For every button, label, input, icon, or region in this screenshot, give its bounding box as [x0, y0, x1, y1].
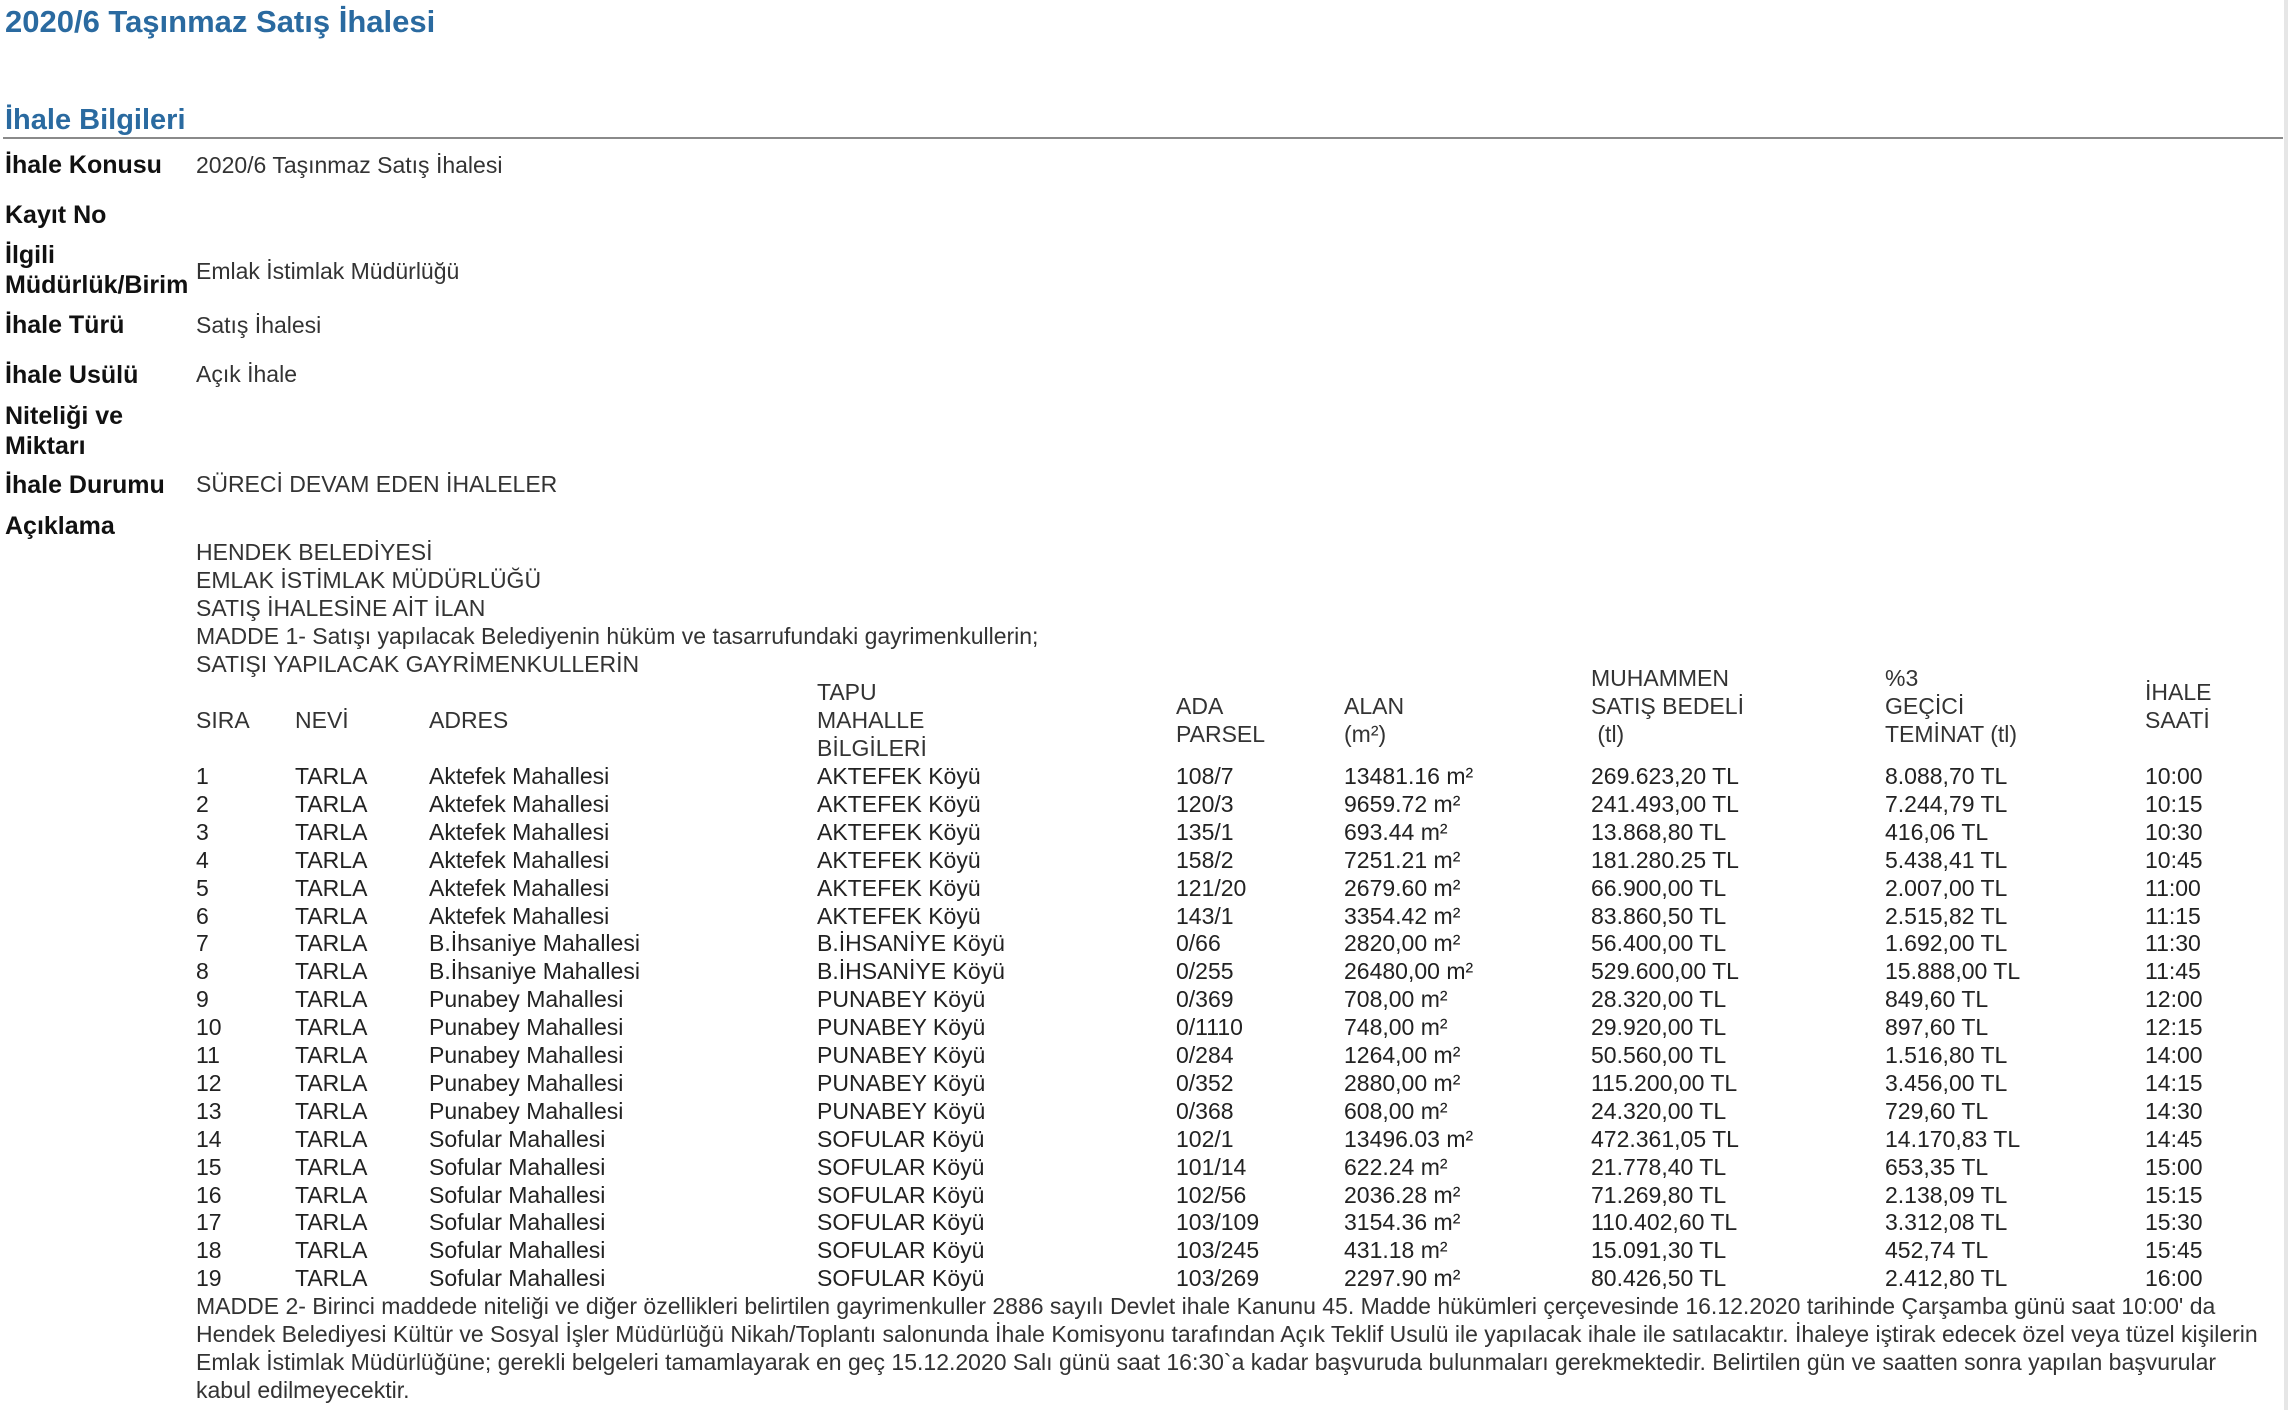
cell-bedel: 269.623,20 TL — [1591, 763, 1739, 789]
cell-adres: Sofular Mahallesi — [429, 1209, 606, 1236]
cell-nevi: TARLA — [295, 1209, 368, 1236]
cell-adres: Sofular Mahallesi — [429, 1125, 606, 1152]
table-row — [0, 1041, 2288, 1069]
cell-teminat: 849,60 TL — [1885, 986, 1989, 1013]
cell-saat: 11:30 — [2145, 930, 2201, 957]
cell-tapu: SOFULAR Köyü — [817, 1153, 985, 1180]
cell-saat: 10:45 — [2145, 846, 2203, 873]
cell-alan: 708,00 m² — [1344, 986, 1448, 1013]
cell-sira: 7 — [196, 930, 209, 957]
cell-bedel: 29.920,00 TL — [1591, 1014, 1727, 1041]
header-adres: ADRES — [429, 707, 509, 733]
cell-nevi: TARLA — [295, 790, 368, 817]
cell-alan: 3154.36 m² — [1344, 1209, 1461, 1236]
header-saat-line-2: SAATİ — [2145, 707, 2210, 733]
cell-bedel: 56.400,00 TL — [1591, 930, 1727, 957]
cell-ada-parsel: 121/20 — [1176, 874, 1247, 901]
header-alan-line-2: (m²) — [1344, 721, 1387, 747]
cell-ada-parsel: 120/3 — [1176, 790, 1234, 817]
cell-nevi: TARLA — [295, 1014, 368, 1041]
cell-tapu: SOFULAR Köyü — [817, 1265, 985, 1292]
cell-nevi: TARLA — [295, 846, 368, 873]
birim-value: Emlak İstimlak Müdürlüğü — [196, 258, 460, 284]
cell-bedel: 529.600,00 TL — [1591, 958, 1739, 985]
cell-teminat: 3.312,08 TL — [1885, 1209, 2008, 1236]
table-row — [0, 1181, 2288, 1209]
cell-tapu: AKTEFEK Köyü — [817, 763, 981, 789]
nitelik-label-line-1: Niteliği ve — [5, 402, 124, 430]
cell-bedel: 24.320,00 TL — [1591, 1097, 1727, 1124]
ihale-durumu-label: İhale Durumu — [5, 471, 165, 499]
cell-sira: 19 — [196, 1265, 222, 1292]
cell-alan: 13481.16 m² — [1344, 763, 1474, 789]
table-row — [0, 1264, 2288, 1292]
header-alan — [1344, 692, 1404, 748]
cell-saat: 16:00 — [2145, 1265, 2203, 1292]
cell-alan: 9659.72 m² — [1344, 790, 1461, 817]
cell-tapu: AKTEFEK Köyü — [817, 790, 981, 817]
cell-alan: 1264,00 m² — [1344, 1042, 1461, 1068]
cell-teminat: 416,06 TL — [1885, 818, 1989, 845]
cell-adres: Punabey Mahallesi — [429, 1014, 624, 1041]
cell-nevi: TARLA — [295, 1181, 368, 1208]
header-ihale-saati — [2145, 678, 2211, 734]
scrollbar-edge[interactable] — [2284, 0, 2288, 1410]
cell-nevi: TARLA — [295, 1097, 368, 1124]
cell-tapu: SOFULAR Köyü — [817, 1181, 985, 1208]
table-row — [0, 1153, 2288, 1181]
cell-teminat: 2.007,00 TL — [1885, 874, 2008, 901]
cell-teminat: 452,74 TL — [1885, 1237, 1989, 1264]
cell-teminat: 7.244,79 TL — [1885, 790, 2008, 817]
cell-teminat: 897,60 TL — [1885, 1014, 1989, 1041]
cell-teminat: 729,60 TL — [1885, 1097, 1989, 1124]
cell-adres: Aktefek Mahallesi — [429, 902, 610, 929]
cell-saat: 15:00 — [2145, 1153, 2203, 1180]
cell-sira: 11 — [196, 1042, 220, 1068]
cell-tapu: AKTEFEK Köyü — [817, 874, 981, 901]
cell-bedel: 80.426,50 TL — [1591, 1265, 1727, 1292]
table-row — [0, 846, 2288, 874]
cell-saat: 14:45 — [2145, 1125, 2203, 1152]
cell-bedel: 241.493,00 TL — [1591, 790, 1739, 817]
table-row — [0, 1069, 2288, 1097]
cell-ada-parsel: 158/2 — [1176, 846, 1234, 873]
cell-teminat: 2.515,82 TL — [1885, 902, 2008, 929]
cell-sira: 15 — [196, 1153, 222, 1180]
cell-adres: Punabey Mahallesi — [429, 986, 624, 1013]
cell-adres: Aktefek Mahallesi — [429, 818, 610, 845]
header-gecici-teminat — [1885, 664, 2017, 748]
header-teminat-line-1: %3 — [1885, 665, 1919, 691]
cell-teminat: 1.692,00 TL — [1885, 930, 2008, 957]
cell-nevi: TARLA — [295, 930, 368, 957]
description-line: SATIŞ İHALESİNE AİT İLAN — [196, 595, 486, 621]
cell-adres: Sofular Mahallesi — [429, 1237, 606, 1264]
table-row — [0, 1013, 2288, 1041]
cell-nevi: TARLA — [295, 1042, 368, 1068]
header-sira: SIRA — [196, 707, 250, 733]
cell-saat: 11:15 — [2145, 902, 2201, 929]
cell-ada-parsel: 0/1110 — [1176, 1014, 1243, 1041]
cell-adres: Sofular Mahallesi — [429, 1181, 606, 1208]
cell-adres: Aktefek Mahallesi — [429, 790, 610, 817]
cell-tapu: AKTEFEK Köyü — [817, 818, 981, 845]
section-divider — [3, 137, 2283, 139]
cell-adres: Aktefek Mahallesi — [429, 874, 610, 901]
cell-ada-parsel: 0/352 — [1176, 1069, 1234, 1096]
table-row — [0, 762, 2288, 790]
cell-sira: 18 — [196, 1237, 222, 1264]
cell-bedel: 115.200,00 TL — [1591, 1069, 1738, 1096]
cell-sira: 13 — [196, 1097, 222, 1124]
cell-adres: Punabey Mahallesi — [429, 1042, 624, 1068]
cell-ada-parsel: 102/56 — [1176, 1181, 1247, 1208]
cell-saat: 12:15 — [2145, 1014, 2203, 1041]
cell-ada-parsel: 0/369 — [1176, 986, 1234, 1013]
cell-saat: 10:30 — [2145, 818, 2203, 845]
ihale-turu-value: Satış İhalesi — [196, 312, 322, 338]
kayit-no-label: Kayıt No — [5, 201, 107, 229]
cell-bedel: 66.900,00 TL — [1591, 874, 1727, 901]
cell-saat: 11:45 — [2145, 958, 2201, 985]
ihale-durumu-value: SÜRECİ DEVAM EDEN İHALELER — [196, 471, 558, 497]
cell-saat: 12:00 — [2145, 986, 2203, 1013]
cell-alan: 7251.21 m² — [1344, 846, 1461, 873]
header-bedel-line-3: (tl) — [1591, 721, 1625, 747]
cell-adres: B.İhsaniye Mahallesi — [429, 958, 640, 985]
table-row — [0, 874, 2288, 902]
cell-sira: 10 — [196, 1014, 222, 1041]
cell-ada-parsel: 143/1 — [1176, 902, 1234, 929]
header-ada-line-1: ADA — [1176, 693, 1224, 719]
cell-alan: 2036.28 m² — [1344, 1181, 1461, 1208]
cell-tapu: PUNABEY Köyü — [817, 1097, 986, 1124]
cell-tapu: B.İHSANİYE Köyü — [817, 958, 1005, 985]
cell-nevi: TARLA — [295, 986, 368, 1013]
cell-nevi: TARLA — [295, 874, 368, 901]
cell-alan: 431.18 m² — [1344, 1237, 1448, 1264]
header-ada-parsel — [1176, 692, 1265, 748]
cell-nevi: TARLA — [295, 958, 368, 985]
cell-bedel: 181.280.25 TL — [1591, 846, 1739, 873]
cell-teminat: 3.456,00 TL — [1885, 1069, 2008, 1096]
cell-teminat: 8.088,70 TL — [1885, 763, 2008, 789]
description-line: HENDEK BELEDİYESİ — [196, 539, 433, 565]
cell-adres: Sofular Mahallesi — [429, 1153, 606, 1180]
cell-tapu: SOFULAR Köyü — [817, 1125, 985, 1152]
cell-adres: Punabey Mahallesi — [429, 1097, 624, 1124]
cell-nevi: TARLA — [295, 818, 368, 845]
description-line: EMLAK İSTİMLAK MÜDÜRLÜĞÜ — [196, 567, 542, 593]
cell-bedel: 472.361,05 TL — [1591, 1125, 1739, 1152]
cell-saat: 15:45 — [2145, 1237, 2203, 1264]
page-title: 2020/6 Taşınmaz Satış İhalesi — [5, 4, 436, 39]
nitelik-label-line-2: Miktarı — [5, 432, 86, 460]
cell-sira: 2 — [196, 790, 209, 817]
cell-ada-parsel: 103/245 — [1176, 1237, 1260, 1264]
cell-sira: 16 — [196, 1181, 222, 1208]
header-bedel-line-2: SATIŞ BEDELİ — [1591, 693, 1744, 719]
cell-bedel: 50.560,00 TL — [1591, 1042, 1727, 1068]
header-tapu — [817, 678, 927, 762]
cell-nevi: TARLA — [295, 763, 368, 789]
cell-ada-parsel: 102/1 — [1176, 1125, 1234, 1152]
cell-sira: 4 — [196, 846, 209, 873]
cell-bedel: 28.320,00 TL — [1591, 986, 1727, 1013]
header-saat-line-1: İHALE — [2145, 679, 2212, 705]
cell-bedel: 15.091,30 TL — [1591, 1237, 1727, 1264]
cell-ada-parsel: 0/284 — [1176, 1042, 1234, 1068]
birim-label-line-2: Müdürlük/Birim — [5, 271, 189, 299]
cell-tapu: AKTEFEK Köyü — [817, 846, 981, 873]
cell-nevi: TARLA — [295, 1125, 368, 1152]
table-row — [0, 1236, 2288, 1264]
cell-teminat: 14.170,83 TL — [1885, 1125, 2021, 1152]
table-row — [0, 790, 2288, 818]
cell-saat: 14:30 — [2145, 1097, 2203, 1124]
cell-ada-parsel: 135/1 — [1176, 818, 1234, 845]
madde-2-paragraph: MADDE 2- Birinci maddede niteliği ve diğer özellikleri belirtilen gayrimenkuller 2886 sayılı Devlet ihale Kanunu 45. Madde hükümleri çerçevesinde 16.12.2020 tarihinde Çarşamba günü saat 10:00' da Hendek Belediyesi Kültür ve Sosyal İşler Müdürlüğü Nikah/Toplantı salonunda İhale Komisyonu tarafından Açık Teklif Usulü ile yapılacak ihale ile satılacaktır. İhaleye iştirak edecek özel veya tüzel kişilerin Emlak İstimlak Müdürlüğüne; gerekli belgeleri tamamlayarak en geç 15.12.2020 Salı günü saat 16:30`a kadar başvuruda bulunmaları gerekmektedir. Belirtilen gün ve saatten sonra yapılan başvurular kabul edilmeyecektir. — [196, 1293, 2258, 1403]
ihale-turu-label: İhale Türü — [5, 311, 125, 339]
cell-alan: 13496.03 m² — [1344, 1125, 1474, 1152]
cell-nevi: TARLA — [295, 1153, 368, 1180]
cell-nevi: TARLA — [295, 902, 368, 929]
cell-teminat: 1.516,80 TL — [1885, 1042, 2008, 1068]
header-tapu-line-2: MAHALLE — [817, 707, 925, 733]
cell-ada-parsel: 101/14 — [1176, 1153, 1247, 1180]
description-line: SATIŞI YAPILACAK GAYRİMENKULLERİN — [196, 651, 640, 677]
cell-ada-parsel: 108/7 — [1176, 763, 1234, 789]
cell-nevi: TARLA — [295, 1069, 368, 1096]
table-row — [0, 1208, 2288, 1236]
cell-teminat: 5.438,41 TL — [1885, 846, 2008, 873]
cell-bedel: 13.868,80 TL — [1591, 818, 1727, 845]
ihale-usulu-value: Açık İhale — [196, 361, 297, 387]
cell-tapu: PUNABEY Köyü — [817, 1014, 986, 1041]
cell-tapu: SOFULAR Köyü — [817, 1209, 985, 1236]
header-teminat-line-2: GEÇİCİ — [1885, 693, 1965, 719]
table-row — [0, 1125, 2288, 1153]
cell-tapu: PUNABEY Köyü — [817, 1069, 986, 1096]
cell-sira: 17 — [196, 1209, 222, 1236]
cell-saat: 14:00 — [2145, 1042, 2203, 1068]
ihale-konusu-value: 2020/6 Taşınmaz Satış İhalesi — [196, 152, 503, 178]
cell-ada-parsel: 0/255 — [1176, 958, 1234, 985]
cell-sira: 1 — [196, 763, 209, 789]
cell-bedel: 110.402,60 TL — [1591, 1209, 1738, 1236]
table-row — [0, 818, 2288, 846]
header-ada-line-2: PARSEL — [1176, 721, 1266, 747]
cell-bedel: 71.269,80 TL — [1591, 1181, 1727, 1208]
header-teminat-line-3: TEMİNAT (tl) — [1885, 721, 2018, 747]
header-nevi: NEVİ — [295, 707, 349, 733]
table-row — [0, 957, 2288, 985]
cell-alan: 693.44 m² — [1344, 818, 1448, 845]
cell-adres: Punabey Mahallesi — [429, 1069, 624, 1096]
cell-sira: 8 — [196, 958, 209, 985]
cell-sira: 14 — [196, 1125, 222, 1152]
cell-nevi: TARLA — [295, 1265, 368, 1292]
cell-saat: 10:00 — [2145, 763, 2203, 789]
cell-alan: 622.24 m² — [1344, 1153, 1448, 1180]
cell-sira: 9 — [196, 986, 209, 1013]
header-alan-line-1: ALAN — [1344, 693, 1405, 719]
cell-teminat: 2.412,80 TL — [1885, 1265, 2008, 1292]
cell-ada-parsel: 103/269 — [1176, 1265, 1260, 1292]
cell-bedel: 21.778,40 TL — [1591, 1153, 1727, 1180]
birim-label — [5, 240, 197, 300]
cell-nevi: TARLA — [295, 1237, 368, 1264]
table-row — [0, 902, 2288, 930]
table-row — [0, 985, 2288, 1013]
aciklama-label: Açıklama — [5, 512, 115, 540]
header-tapu-line-1: TAPU — [817, 679, 877, 705]
cell-sira: 6 — [196, 902, 209, 929]
cell-alan: 2820,00 m² — [1344, 930, 1461, 957]
cell-tapu: AKTEFEK Köyü — [817, 902, 981, 929]
cell-saat: 10:15 — [2145, 790, 2203, 817]
cell-saat: 11:00 — [2145, 874, 2201, 901]
cell-tapu: PUNABEY Köyü — [817, 986, 986, 1013]
nitelik-label — [5, 401, 197, 461]
description-line: MADDE 1- Satışı yapılacak Belediyenin hüküm ve tasarrufundaki gayrimenkullerin; — [196, 623, 1039, 649]
cell-ada-parsel: 103/109 — [1176, 1209, 1260, 1236]
section-title: İhale Bilgileri — [5, 104, 186, 136]
table-row — [0, 1097, 2288, 1125]
cell-sira: 5 — [196, 874, 209, 901]
cell-adres: Aktefek Mahallesi — [429, 846, 610, 873]
ihale-usulu-label: İhale Usülü — [5, 361, 139, 389]
cell-saat: 15:30 — [2145, 1209, 2203, 1236]
cell-sira: 12 — [196, 1069, 222, 1096]
table-row — [0, 929, 2288, 957]
cell-ada-parsel: 0/66 — [1176, 930, 1221, 957]
header-tapu-line-3: BİLGİLERİ — [817, 735, 927, 761]
cell-teminat: 653,35 TL — [1885, 1153, 1989, 1180]
cell-teminat: 15.888,00 TL — [1885, 958, 2021, 985]
cell-alan: 3354.42 m² — [1344, 902, 1461, 929]
cell-bedel: 83.860,50 TL — [1591, 902, 1727, 929]
header-muhammen-bedel — [1591, 664, 1744, 748]
cell-sira: 3 — [196, 818, 209, 845]
cell-alan: 2297.90 m² — [1344, 1265, 1461, 1292]
cell-alan: 26480,00 m² — [1344, 958, 1474, 985]
cell-adres: Sofular Mahallesi — [429, 1265, 606, 1292]
cell-adres: B.İhsaniye Mahallesi — [429, 930, 640, 957]
birim-label-line-1: İlgili — [5, 241, 55, 269]
cell-teminat: 2.138,09 TL — [1885, 1181, 2008, 1208]
cell-saat: 15:15 — [2145, 1181, 2203, 1208]
cell-tapu: PUNABEY Köyü — [817, 1042, 986, 1068]
cell-alan: 2679.60 m² — [1344, 874, 1461, 901]
cell-adres: Aktefek Mahallesi — [429, 763, 610, 789]
cell-alan: 2880,00 m² — [1344, 1069, 1461, 1096]
header-bedel-line-1: MUHAMMEN — [1591, 665, 1729, 691]
cell-alan: 608,00 m² — [1344, 1097, 1448, 1124]
cell-saat: 14:15 — [2145, 1069, 2203, 1096]
cell-ada-parsel: 0/368 — [1176, 1097, 1234, 1124]
cell-alan: 748,00 m² — [1344, 1014, 1448, 1041]
cell-tapu: SOFULAR Köyü — [817, 1237, 985, 1264]
ihale-konusu-label: İhale Konusu — [5, 151, 162, 179]
cell-tapu: B.İHSANİYE Köyü — [817, 930, 1005, 957]
